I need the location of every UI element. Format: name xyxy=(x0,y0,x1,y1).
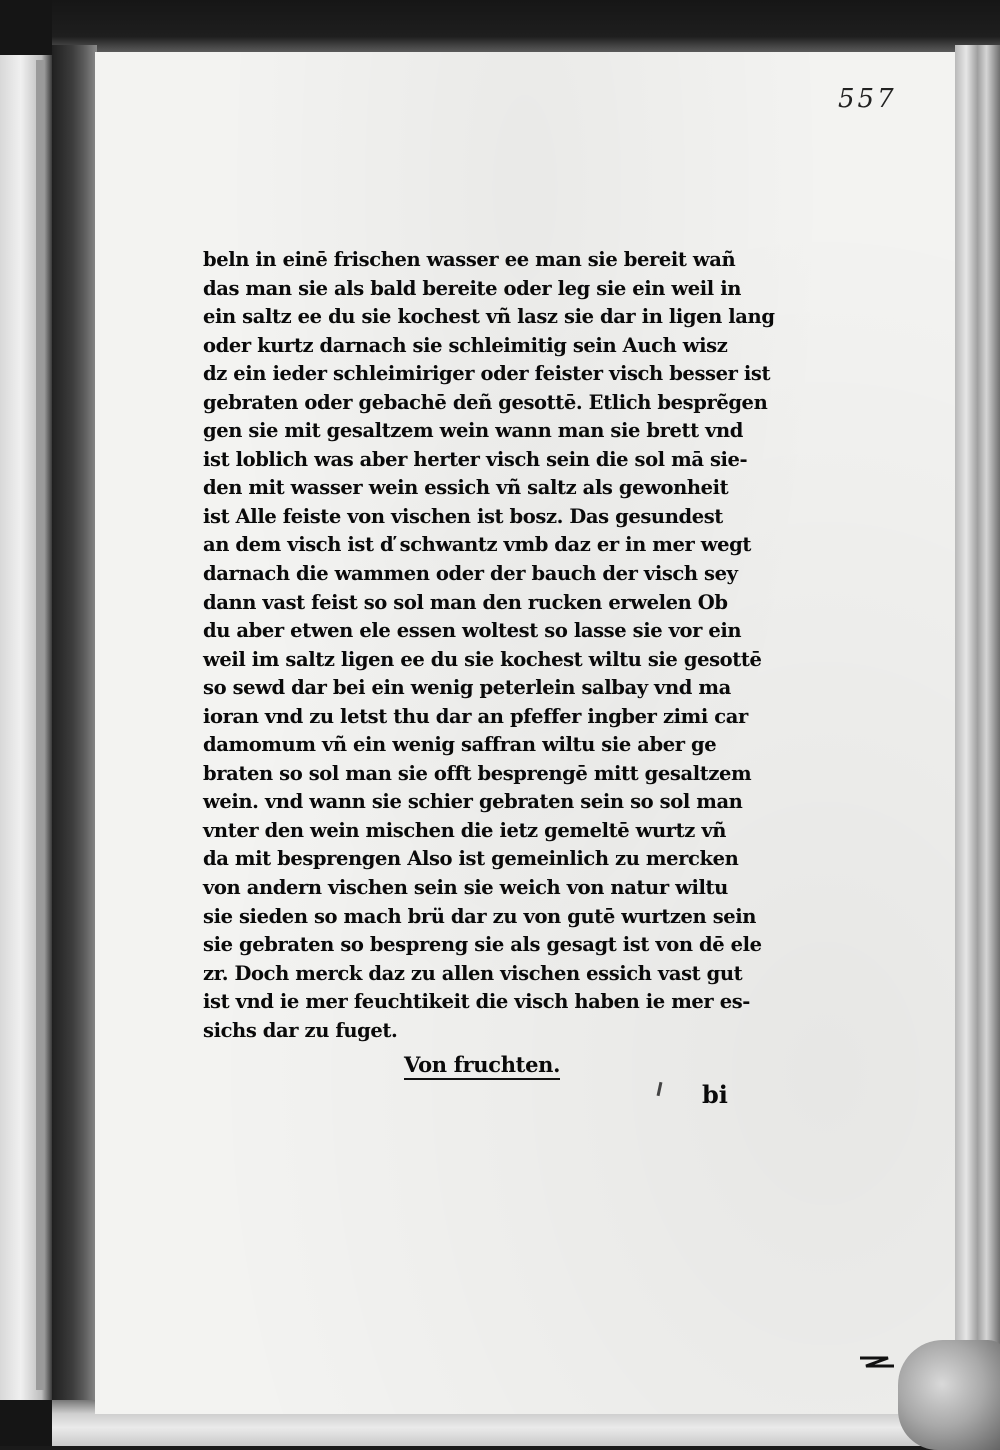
text-line: ist vnd ie mer feuchtikeit die visch haben ie mer es- xyxy=(203,990,750,1014)
top-book-edge xyxy=(52,0,1000,52)
text-line: sichs dar zu fuget. xyxy=(203,1018,398,1042)
text-line: so sewd dar bei ein wenig peterlein salbay vnd ma xyxy=(203,676,731,700)
text-line: ist loblich was aber herter visch sein die sol mā sie- xyxy=(203,447,748,471)
facing-page-strip xyxy=(36,60,44,1390)
text-line: ein saltz ee du sie kochest vñ lasz sie dar in ligen lang xyxy=(203,305,775,329)
folio-number: 557 xyxy=(838,84,897,114)
text-line: da mit besprengen Also ist gemeinlich zu mercken xyxy=(203,847,739,871)
text-line: weil im saltz ligen ee du sie kochest wiltu sie gesottē xyxy=(203,647,762,671)
text-line: du aber etwen ele essen woltest so lasse sie vor ein xyxy=(203,619,742,643)
text-line: vnter den wein mischen die ietz gemeltē wurtz vñ xyxy=(203,818,727,842)
facing-page-edge xyxy=(0,55,52,1400)
body-text xyxy=(203,246,775,1045)
text-line: den mit wasser wein essich vñ saltz als gewonheit xyxy=(203,476,729,500)
text-line: sie gebraten so bespreng sie als gesagt ist von dē ele xyxy=(203,933,762,957)
signature-mark: bi xyxy=(702,1080,728,1109)
text-line: das man sie als bald bereite oder leg sie ein weil in xyxy=(203,276,741,300)
section-heading: Von fruchten. xyxy=(404,1052,560,1080)
text-line: darnach die wammen oder der bauch der visch sey xyxy=(203,562,738,586)
text-line: an dem visch ist ď schwantz vmb daz er in mer wegt xyxy=(203,533,752,557)
text-line: gen sie mit gesaltzem wein wann man sie brett vnd xyxy=(203,419,744,443)
text-line: zr. Doch merck daz zu allen vischen essich vast gut xyxy=(203,961,743,985)
text-line: sie sieden so mach brü dar zu von gutē wurtzen sein xyxy=(203,904,757,928)
text-line: wein. vnd wann sie schier gebraten sein so sol man xyxy=(203,790,743,814)
text-line: ioran vnd zu letst thu dar an pfeffer ingber zimi car xyxy=(203,704,748,728)
text-line: damomum vñ ein wenig saffran wiltu sie aber ge xyxy=(203,733,717,757)
page-fore-edge xyxy=(955,45,1000,1425)
text-line: gebraten oder gebachē deñ gesottē. Etlich besprẽgen xyxy=(203,390,768,414)
text-line: beln in einē frischen wasser ee man sie bereit wañ xyxy=(203,248,736,271)
text-line: von andern vischen sein sie weich von natur wiltu xyxy=(203,876,728,900)
book-gutter xyxy=(52,45,97,1415)
thumb xyxy=(898,1340,1000,1450)
text-line: dz ein ieder schleimiriger oder feister visch besser ist xyxy=(203,362,771,386)
text-line: oder kurtz darnach sie schleimitig sein Auch wisz xyxy=(203,333,728,357)
pencil-mark xyxy=(858,1352,896,1372)
text-line: ist Alle feiste von vischen ist bosz. Das gesundest xyxy=(203,504,723,528)
text-line: dann vast feist so sol man den rucken erwelen Ob xyxy=(203,590,728,614)
text-line: braten so sol man sie offt besprengē mitt gesaltzem xyxy=(203,761,752,785)
